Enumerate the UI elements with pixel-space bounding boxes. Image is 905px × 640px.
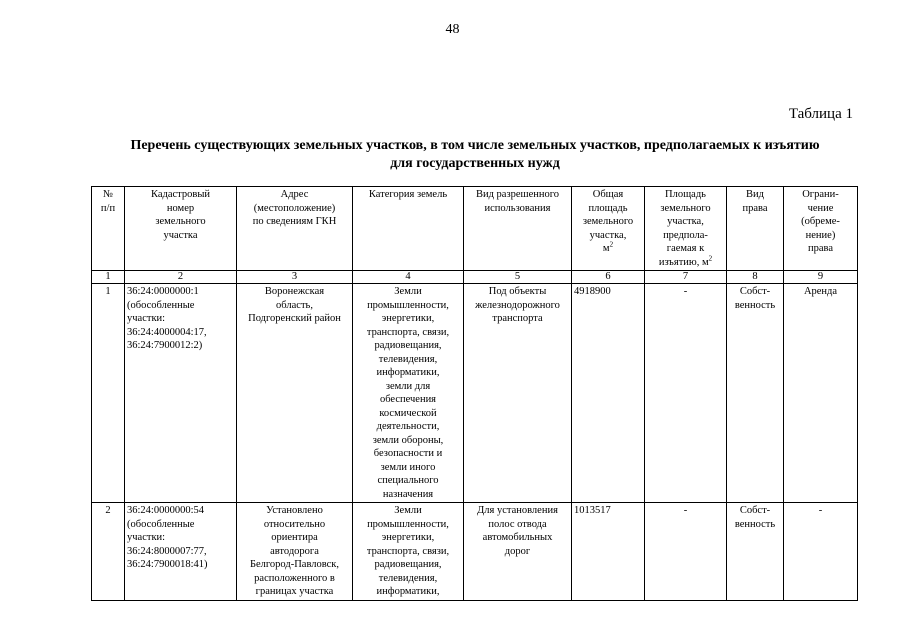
col-number: 1	[92, 271, 125, 284]
header-restriction: Ограни- чение (обреме- нение) права	[784, 187, 858, 271]
header-use: Вид разрешенного использования	[464, 187, 572, 271]
title-line-2: для государственных нужд	[390, 156, 560, 171]
col-number: 2	[125, 271, 237, 284]
cell-restriction: Аренда	[784, 284, 858, 503]
cell-restriction: -	[784, 503, 858, 601]
cell-area-seized: -	[645, 503, 727, 601]
header-cadastral: Кадастровый номер земельного участка	[125, 187, 237, 271]
page-number: 48	[445, 22, 460, 37]
title-line-1: Перечень существующих земельных участков, в том числе земельных участков, предполагаемых к изъятию	[130, 138, 820, 153]
col-number: 5	[464, 271, 572, 284]
cell-use: Под объекты железнодорожного транспорта	[464, 284, 572, 503]
column-number-row	[92, 271, 858, 284]
cell-area: 1013517	[572, 503, 645, 601]
document-title	[60, 137, 890, 173]
header-area-text: Общая площадь земельного участка, м	[582, 189, 634, 254]
header-area	[572, 187, 645, 271]
cell-cadastral: 36:24:0000000:1 (обособленные участки: 36:24:4000004:17, 36:24:7900012:2)	[125, 284, 237, 503]
cell-right: Собст- венность	[727, 503, 784, 601]
col-number: 8	[727, 271, 784, 284]
land-plots-table	[91, 186, 858, 601]
col-number: 3	[237, 271, 353, 284]
cell-use: Для установления полос отвода автомобильных дорог	[464, 503, 572, 601]
header-num: № п/п	[92, 187, 125, 271]
header-area-seized-text: Площадь земельного участка, предпола- гаемая к изъятию, м	[658, 189, 711, 268]
header-area-seized	[645, 187, 727, 271]
cell-area: 4918900	[572, 284, 645, 503]
header-address: Адрес (местоположение) по сведениям ГКН	[237, 187, 353, 271]
cell-category: Земли промышленности, энергетики, транспорта, связи, радиовещания, телевидения, информатики,	[353, 503, 464, 601]
cell-num: 1	[92, 284, 125, 503]
table-row	[92, 284, 858, 503]
cell-right: Собст- венность	[727, 284, 784, 503]
col-number: 9	[784, 271, 858, 284]
col-number: 6	[572, 271, 645, 284]
cell-address: Воронежская область, Подгоренский район	[237, 284, 353, 503]
header-row	[92, 187, 858, 271]
header-area-seized-sup: 2	[708, 254, 713, 262]
header-category: Категория земель	[353, 187, 464, 271]
header-right: Вид права	[727, 187, 784, 271]
cell-category: Земли промышленности, энергетики, транспорта, связи, радиовещания, телевидения, информатики, земли для обеспечения космической деятельности, земли обороны, безопасности и земли иного специального назначения	[353, 284, 464, 503]
cell-cadastral: 36:24:0000000:54 (обособленные участки: 36:24:8000007:77, 36:24:7900018:41)	[125, 503, 237, 601]
header-area-sup: 2	[609, 240, 614, 249]
cell-address: Установлено относительно ориентира автодорога Белгород-Павловск, расположенного в границах участка	[237, 503, 353, 601]
col-number: 4	[353, 271, 464, 284]
table-label: Таблица 1	[788, 106, 853, 122]
col-number: 7	[645, 271, 727, 284]
cell-area-seized: -	[645, 284, 727, 503]
cell-num: 2	[92, 503, 125, 601]
table-row	[92, 503, 858, 601]
